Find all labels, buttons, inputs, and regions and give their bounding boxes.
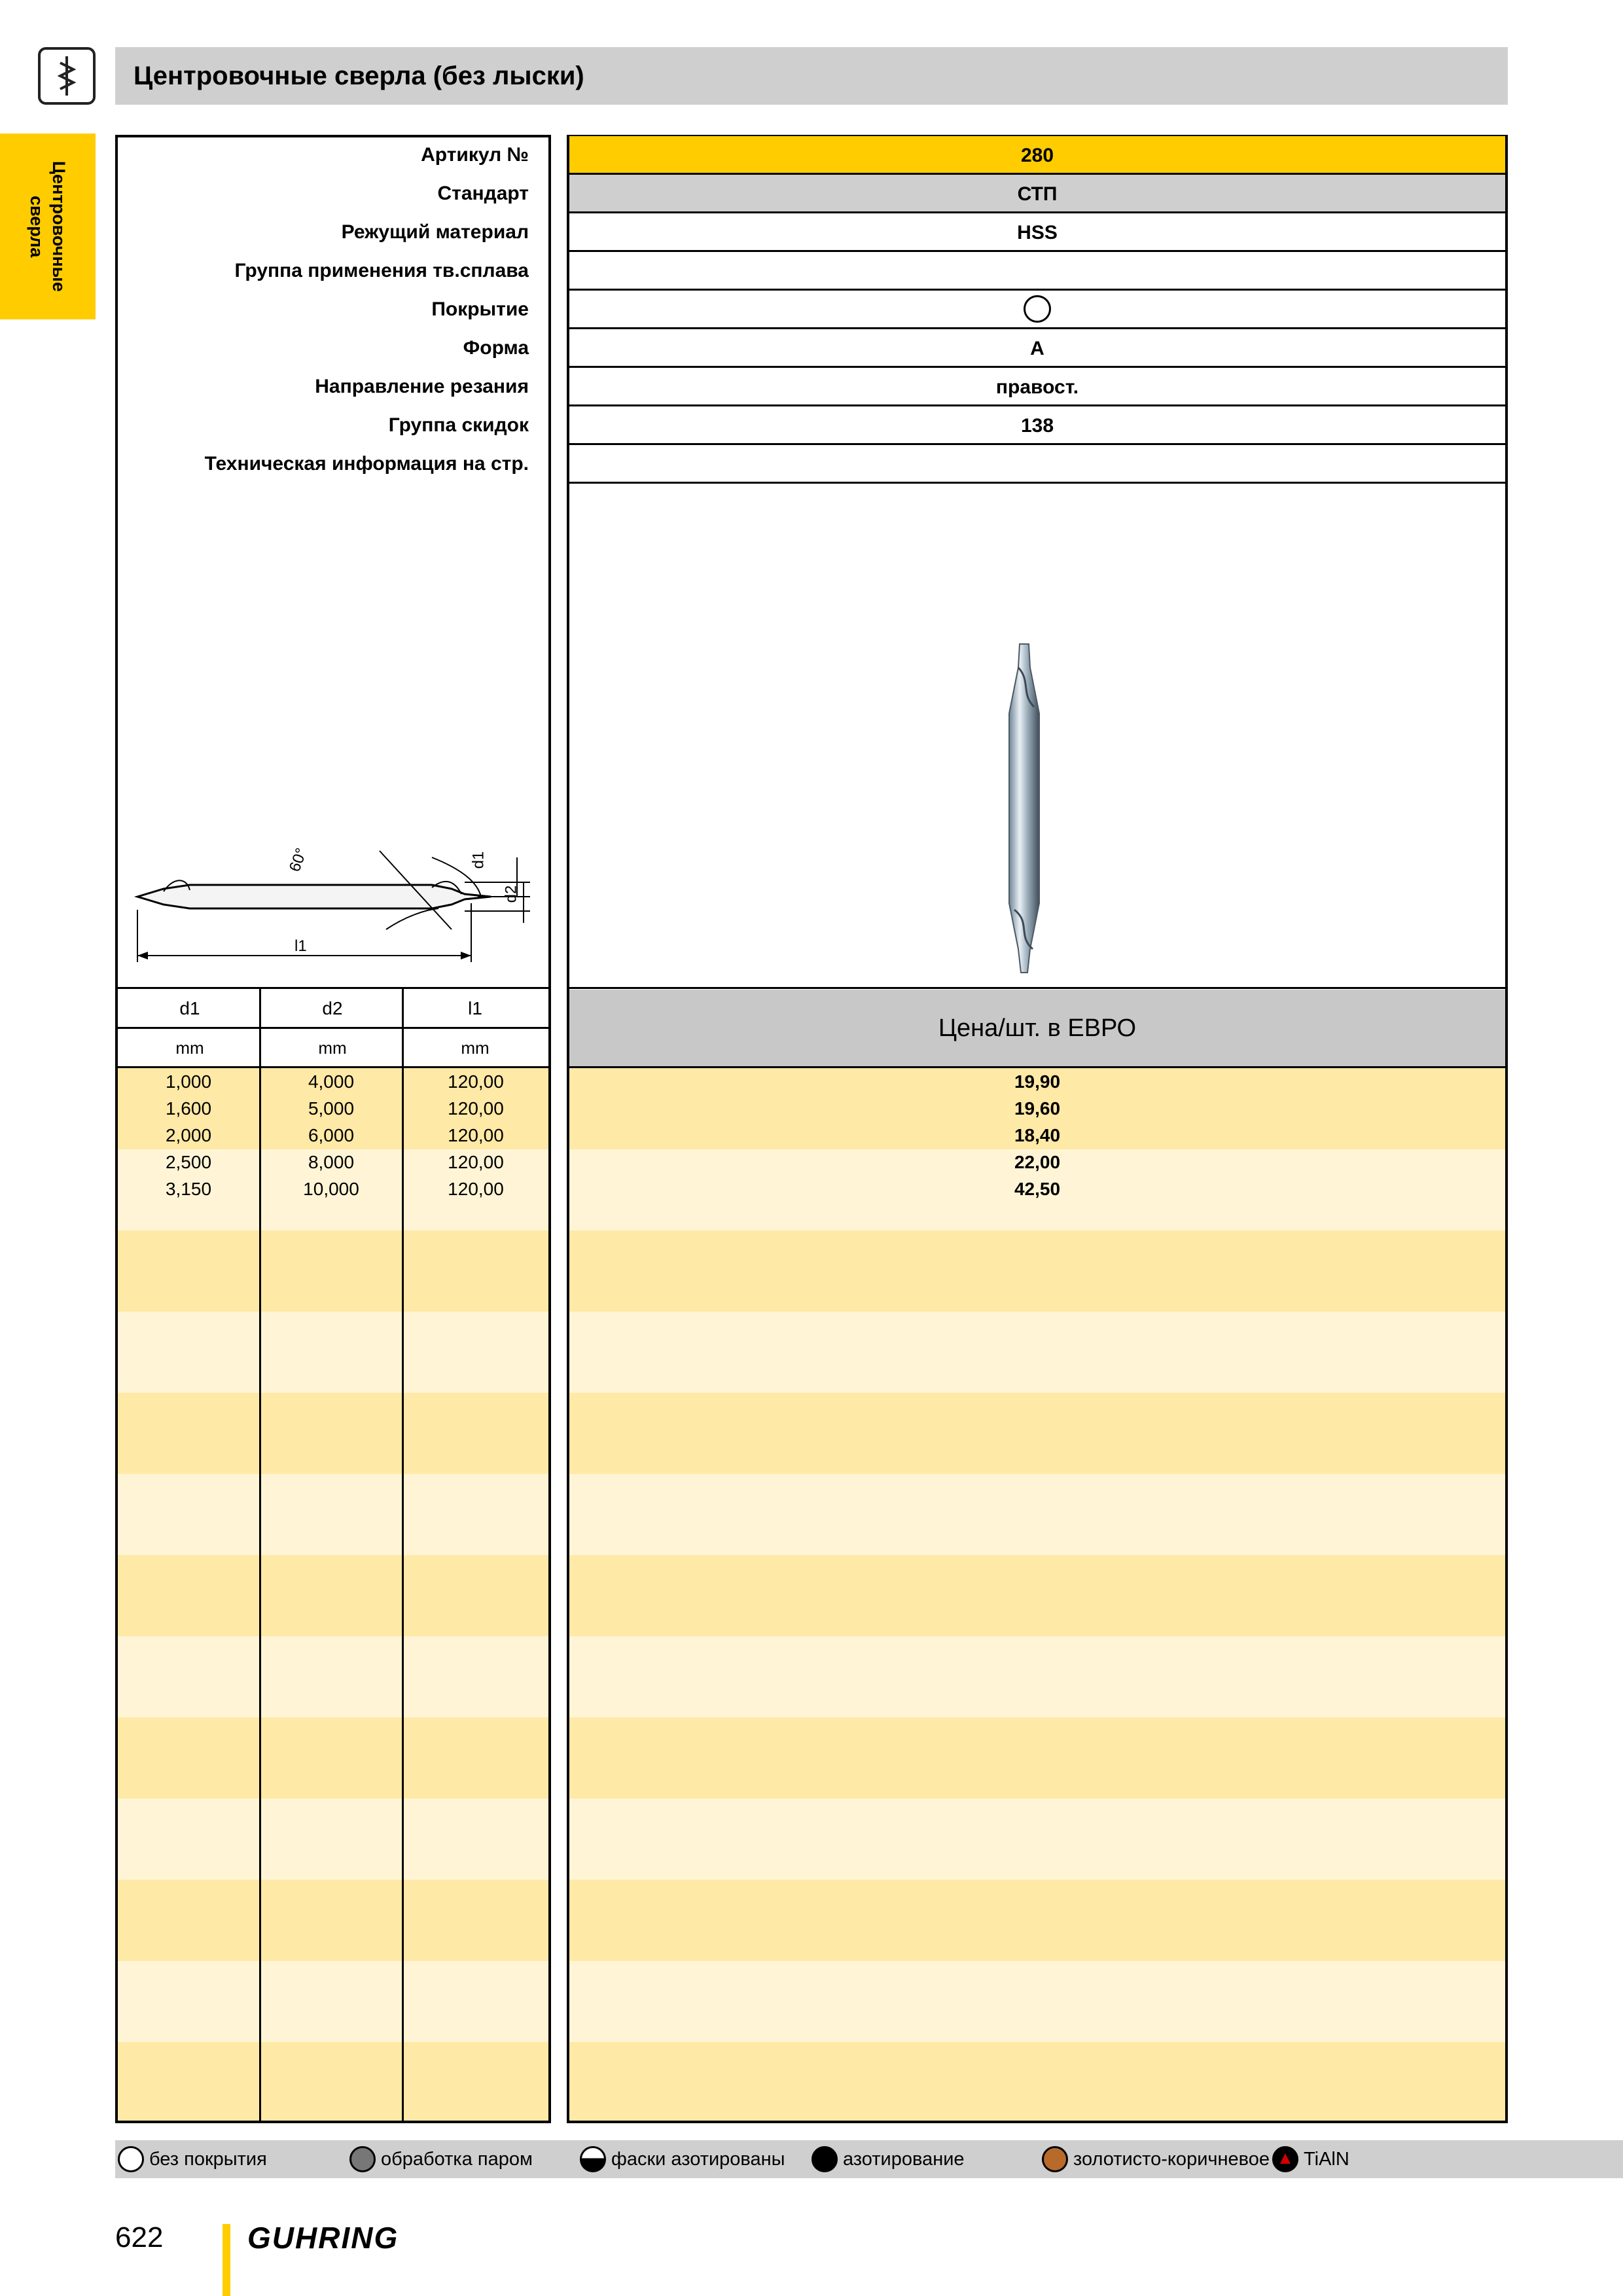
attr-value-cutting-direction: правост. bbox=[569, 368, 1505, 406]
table-top-rule bbox=[115, 987, 551, 989]
table-row-price: 19,90 bbox=[1014, 1071, 1061, 1092]
table-band-right bbox=[569, 1636, 1505, 1717]
legend-item-steam: обработка паром bbox=[349, 2140, 533, 2178]
attr-label-discount-group: Группа скидок bbox=[388, 414, 529, 436]
table-band-left bbox=[118, 1799, 548, 1880]
table-band-left bbox=[118, 1961, 548, 2042]
drill-product-image bbox=[995, 641, 1054, 975]
table-band-left bbox=[118, 1393, 548, 1474]
table-band-left bbox=[118, 1474, 548, 1555]
tialn-icon bbox=[1272, 2146, 1298, 2172]
attr-label-carbide-group: Группа применения тв.сплава bbox=[234, 260, 529, 281]
footer-accent-rule bbox=[223, 2224, 230, 2296]
table-row-cell-d2: 8,000 bbox=[308, 1152, 355, 1172]
column-unit-l1: mm bbox=[461, 1038, 490, 1058]
table-row-price: 18,40 bbox=[1014, 1125, 1061, 1145]
uncoated-circle-icon bbox=[1024, 295, 1051, 323]
table-band-right bbox=[569, 1717, 1505, 1799]
attr-value-discount-group: 138 bbox=[569, 406, 1505, 445]
price-top-rule bbox=[567, 987, 1508, 989]
price-header: Цена/шт. в ЕВРО bbox=[938, 1014, 1137, 1042]
attr-label-tech-info: Техническая информация на стр. bbox=[204, 453, 529, 475]
side-tab-label: Центровочные сверла bbox=[27, 161, 69, 292]
legend-item-nitrided-chamfer: фаски азотированы bbox=[580, 2140, 785, 2178]
column-header-d2: d2 bbox=[322, 998, 343, 1018]
table-band-right bbox=[569, 1555, 1505, 1636]
column-unit-d2: mm bbox=[318, 1038, 347, 1058]
table-band-right bbox=[569, 1961, 1505, 2042]
table-row-cell-d2: 4,000 bbox=[308, 1071, 355, 1092]
center-drill-icon bbox=[41, 50, 93, 102]
table-band-right bbox=[569, 1312, 1505, 1393]
page-title: Центровочные сверла (без лыски) bbox=[134, 62, 584, 90]
legend-item-nitrided: азотирование bbox=[812, 2140, 965, 2178]
steam-treated-icon bbox=[349, 2146, 376, 2172]
table-band-left bbox=[118, 1555, 548, 1636]
table-band-left bbox=[118, 1636, 548, 1717]
table-band-left bbox=[118, 1880, 548, 1961]
table-row-cell-d1: 3,150 bbox=[165, 1179, 212, 1199]
table-band-right bbox=[569, 1230, 1505, 1312]
table-row-cell-l1: 120,00 bbox=[448, 1071, 504, 1092]
table-band-right bbox=[569, 1799, 1505, 1880]
drawing-d2-label: d2 bbox=[502, 885, 520, 903]
attr-value-standard: СТП bbox=[569, 175, 1505, 213]
attr-value-form: A bbox=[569, 329, 1505, 368]
column-header-l1: l1 bbox=[468, 998, 482, 1018]
table-band-right bbox=[569, 1880, 1505, 1961]
uncoated-icon bbox=[118, 2146, 144, 2172]
table-band-left bbox=[118, 1312, 548, 1393]
table-row-cell-l1: 120,00 bbox=[448, 1152, 504, 1172]
table-row-cell-d1: 1,600 bbox=[165, 1098, 212, 1119]
table-row-price: 19,60 bbox=[1014, 1098, 1061, 1119]
table-row-price: 42,50 bbox=[1014, 1179, 1061, 1199]
brand-logo: GUHRING bbox=[247, 2221, 399, 2255]
table-band-right bbox=[569, 1474, 1505, 1555]
page-number: 622 bbox=[115, 2221, 164, 2253]
table-band-right bbox=[569, 1393, 1505, 1474]
drawing-l1-label: l1 bbox=[294, 937, 307, 955]
attr-value-article: 280 bbox=[569, 136, 1505, 175]
attr-value-tech-info bbox=[569, 445, 1505, 484]
nitrided-icon bbox=[812, 2146, 838, 2172]
table-band-left bbox=[118, 2042, 548, 2121]
table-row-price: 22,00 bbox=[1014, 1152, 1061, 1172]
attr-label-standard: Стандарт bbox=[437, 183, 529, 204]
legend-item-gold-brown: золотисто-коричневое bbox=[1042, 2140, 1270, 2178]
table-row-cell-l1: 120,00 bbox=[448, 1179, 504, 1199]
table-band-left bbox=[118, 1230, 548, 1312]
table-row-cell-d2: 6,000 bbox=[308, 1125, 355, 1145]
legend-item-uncoated: без покрытия bbox=[118, 2140, 267, 2178]
column-header-d1: d1 bbox=[179, 998, 200, 1018]
table-row-cell-l1: 120,00 bbox=[448, 1125, 504, 1145]
attr-value-cutting-material: HSS bbox=[569, 213, 1505, 252]
gold-brown-icon bbox=[1042, 2146, 1068, 2172]
table-row-cell-d1: 2,000 bbox=[165, 1125, 212, 1145]
drawing-d1-label: d1 bbox=[469, 851, 488, 869]
drawing-angle-label: 60° bbox=[285, 846, 311, 874]
logo-box bbox=[38, 47, 96, 105]
column-unit-d1: mm bbox=[175, 1038, 204, 1058]
table-band-right bbox=[569, 2042, 1505, 2121]
header-unit-rule bbox=[115, 1027, 551, 1029]
legend-item-tialn: TiAlN bbox=[1272, 2140, 1349, 2178]
table-row-cell-d2: 5,000 bbox=[308, 1098, 355, 1119]
table-row-cell-d1: 1,000 bbox=[165, 1071, 212, 1092]
table-row-cell-d1: 2,500 bbox=[165, 1152, 212, 1172]
attr-value-carbide-group bbox=[569, 252, 1505, 291]
table-row-cell-l1: 120,00 bbox=[448, 1098, 504, 1119]
attr-label-coating: Покрытие bbox=[431, 298, 529, 320]
table-band-left bbox=[118, 1717, 548, 1799]
attr-label-form: Форма bbox=[463, 337, 529, 359]
attr-label-cutting-material: Режущий материал bbox=[341, 221, 529, 243]
attr-label-article: Артикул № bbox=[421, 144, 529, 166]
attr-label-cutting-direction: Направление резания bbox=[315, 376, 529, 397]
nitrided-chamfer-icon bbox=[580, 2146, 606, 2172]
table-row-cell-d2: 10,000 bbox=[303, 1179, 359, 1199]
